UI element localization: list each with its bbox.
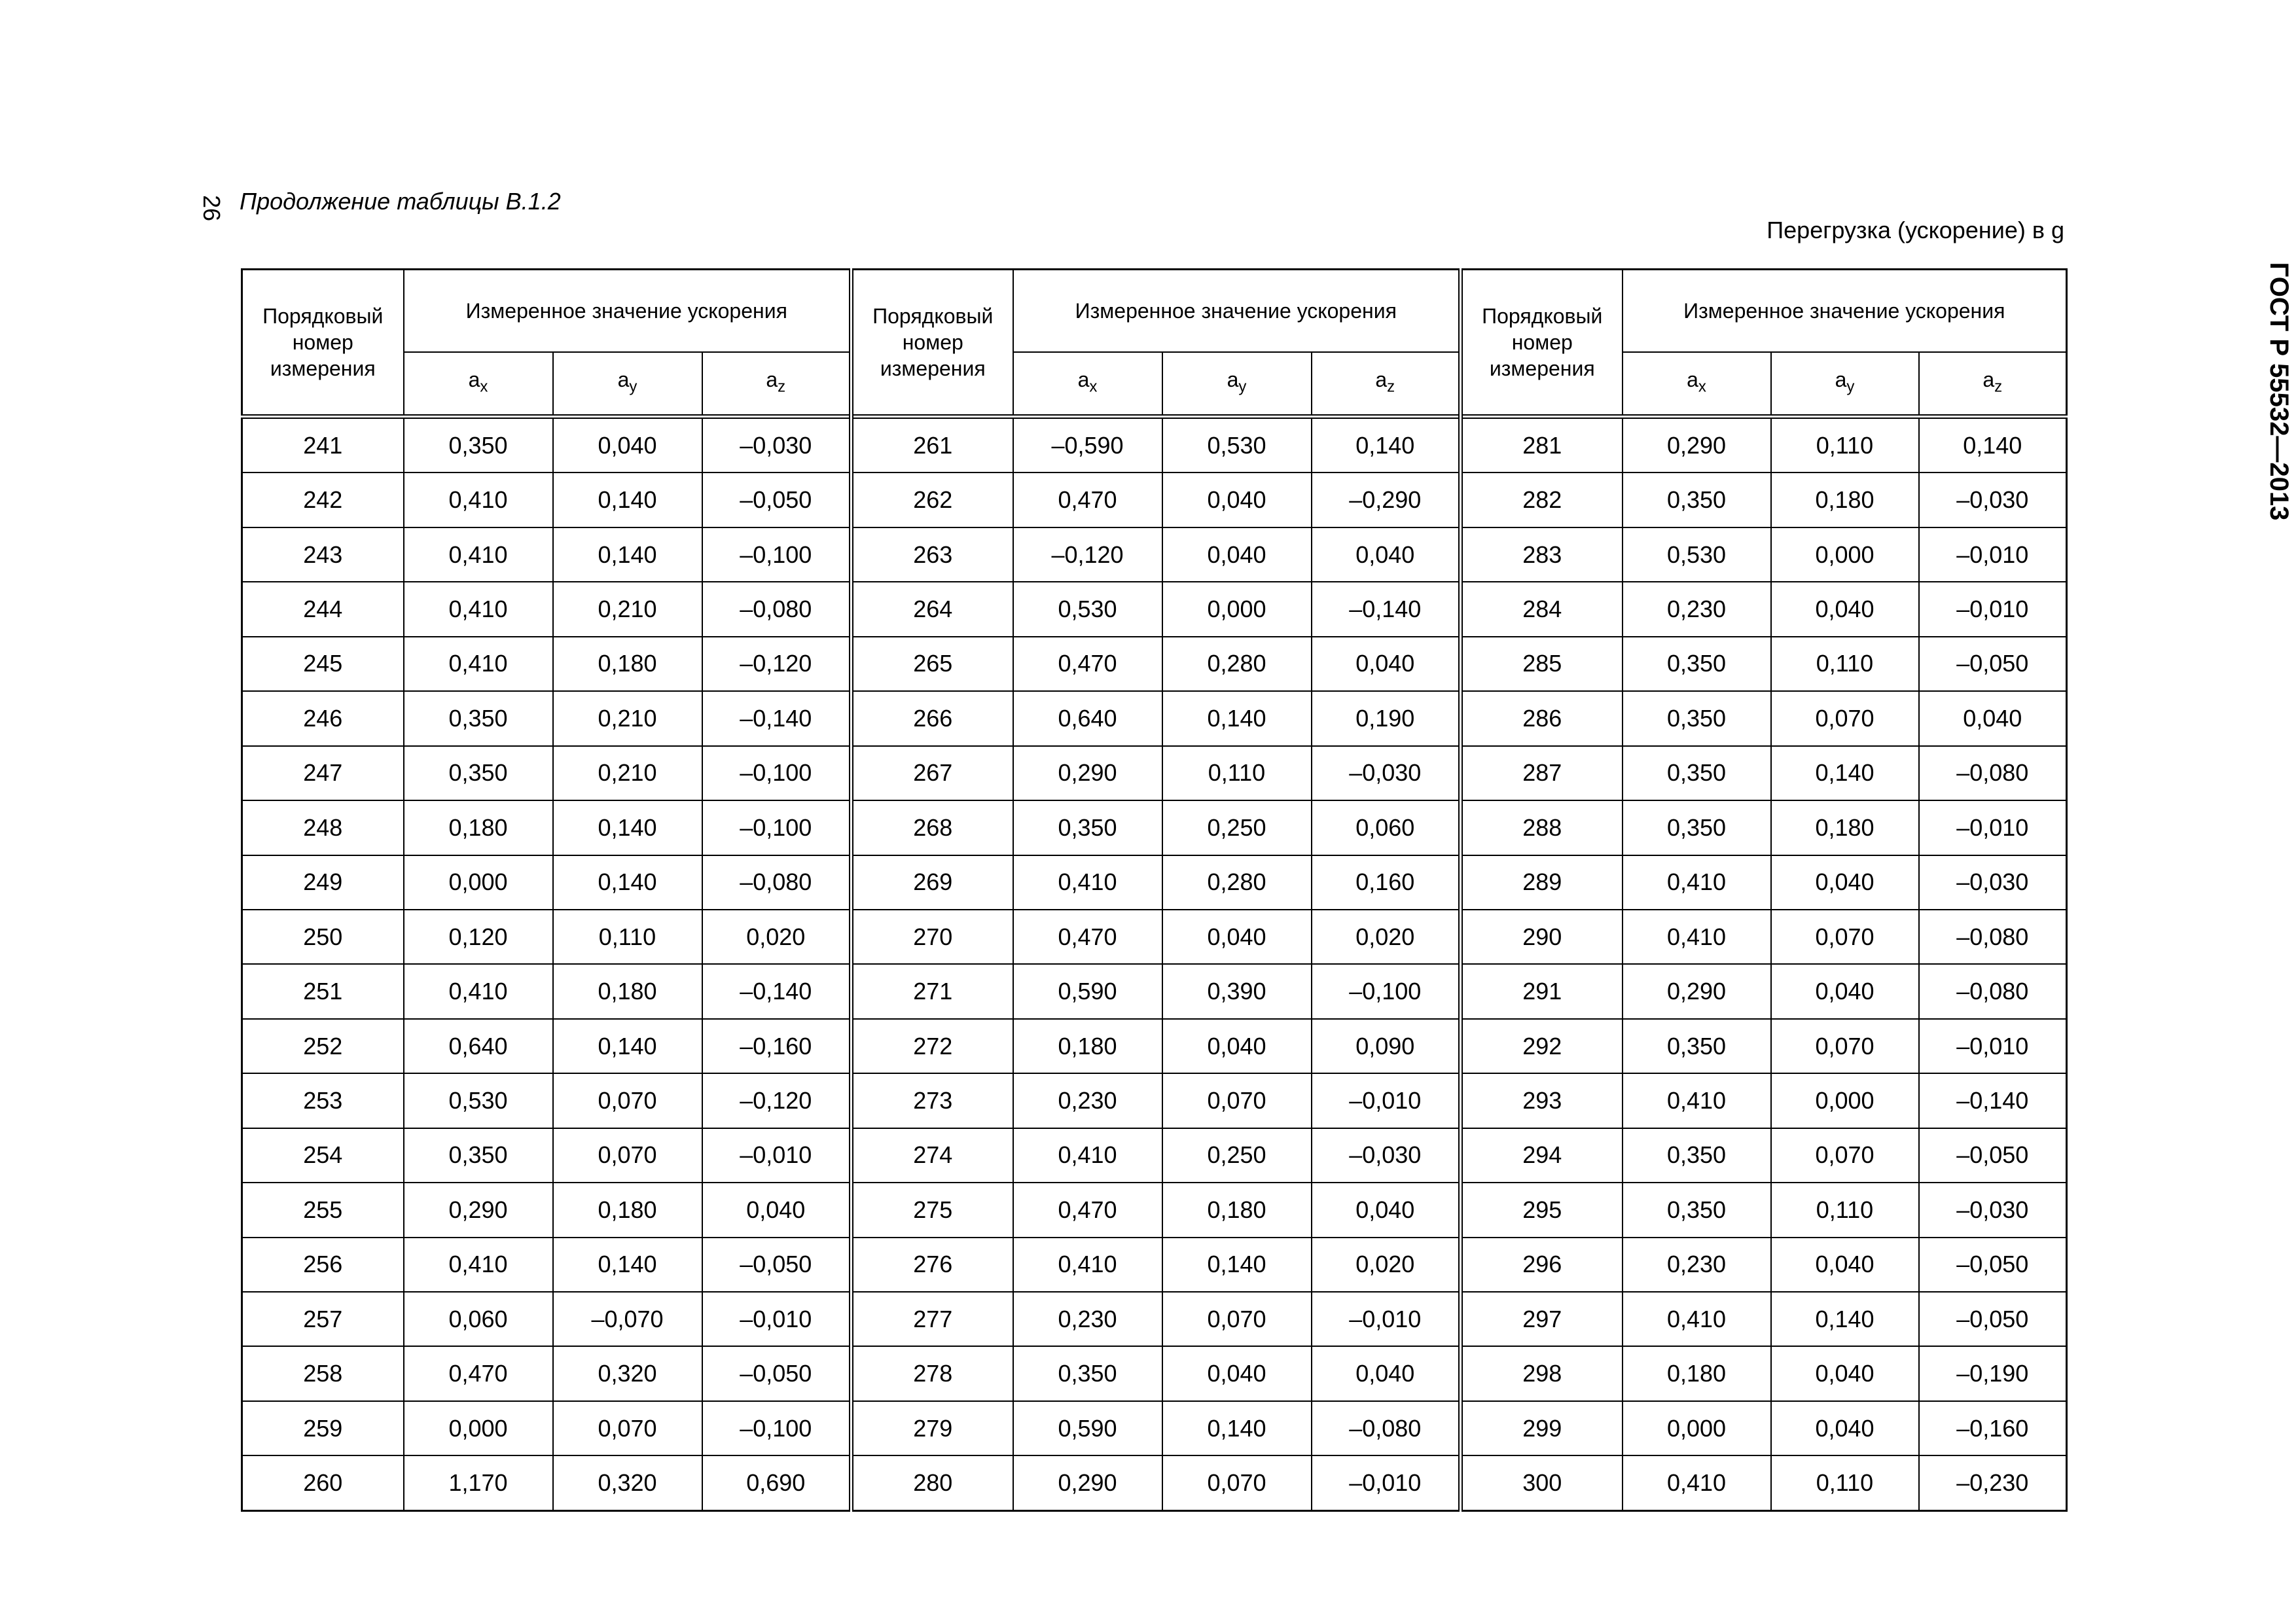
ay-value: 0,040 xyxy=(1771,855,1919,910)
ax-value: 0,530 xyxy=(1623,527,1771,582)
axis-header-z: $a_z$ xyxy=(1919,352,2067,417)
az-value: –0,080 xyxy=(702,855,852,910)
ay-value: 0,070 xyxy=(553,1128,702,1183)
number-header: Порядковый номер измерения xyxy=(1461,270,1623,417)
ay-value: 0,070 xyxy=(1162,1455,1312,1510)
table-row xyxy=(242,1346,2067,1400)
ay-value: 0,000 xyxy=(1771,1073,1919,1128)
number-header: Порядковый номер измерения xyxy=(852,270,1013,417)
az-value: –0,140 xyxy=(702,691,852,745)
ax-value: 0,350 xyxy=(1623,1128,1771,1183)
measurement-number: 247 xyxy=(242,746,404,800)
measurement-number: 262 xyxy=(852,473,1013,527)
ay-value: 0,110 xyxy=(553,910,702,964)
ax-value: 0,350 xyxy=(1623,691,1771,745)
ax-value: 0,290 xyxy=(1623,964,1771,1018)
az-value: –0,190 xyxy=(1919,1346,2067,1400)
table-row xyxy=(242,1183,2067,1237)
measurement-number: 256 xyxy=(242,1238,404,1292)
measurement-number: 297 xyxy=(1461,1292,1623,1346)
table-row xyxy=(242,1455,2067,1510)
ax-value: 0,180 xyxy=(404,800,553,855)
ax-value: 0,410 xyxy=(1623,1455,1771,1510)
az-value: 0,140 xyxy=(1919,417,2067,473)
ax-value: 0,350 xyxy=(1013,800,1162,855)
axis-header-y: $a_y$ xyxy=(553,352,702,417)
ay-value: 0,140 xyxy=(553,800,702,855)
az-value: 0,690 xyxy=(702,1455,852,1510)
ay-value: 0,140 xyxy=(553,527,702,582)
measurement-number: 285 xyxy=(1461,637,1623,691)
ay-value: 0,070 xyxy=(1771,1128,1919,1183)
measurement-number: 257 xyxy=(242,1292,404,1346)
measurement-number: 289 xyxy=(1461,855,1623,910)
ax-value: 0,290 xyxy=(1013,1455,1162,1510)
ay-value: 0,000 xyxy=(1162,582,1312,636)
az-value: –0,030 xyxy=(1312,1128,1461,1183)
table-row xyxy=(242,582,2067,636)
az-value: –0,100 xyxy=(702,1401,852,1455)
measurement-number: 242 xyxy=(242,473,404,527)
table-row xyxy=(242,417,2067,473)
ax-value: 0,410 xyxy=(1623,1292,1771,1346)
ax-value: 0,410 xyxy=(404,637,553,691)
az-value: –0,010 xyxy=(1919,1019,2067,1073)
az-value: –0,030 xyxy=(702,417,852,473)
measurement-number: 264 xyxy=(852,582,1013,636)
measurement-number: 277 xyxy=(852,1292,1013,1346)
table-row xyxy=(242,473,2067,527)
ay-value: 0,140 xyxy=(553,1238,702,1292)
ax-value: 0,410 xyxy=(1013,1128,1162,1183)
measurement-number: 253 xyxy=(242,1073,404,1128)
axis-header-z: $a_z$ xyxy=(702,352,852,417)
ax-value: 0,290 xyxy=(1623,417,1771,473)
measurement-number: 265 xyxy=(852,637,1013,691)
az-value: –0,030 xyxy=(1312,746,1461,800)
ax-value: 0,470 xyxy=(1013,473,1162,527)
measurement-number: 288 xyxy=(1461,800,1623,855)
ay-value: 0,040 xyxy=(1771,964,1919,1018)
az-value: –0,120 xyxy=(702,637,852,691)
measurement-number: 278 xyxy=(852,1346,1013,1400)
az-value: 0,040 xyxy=(1919,691,2067,745)
measurement-number: 282 xyxy=(1461,473,1623,527)
ay-value: 0,210 xyxy=(553,582,702,636)
ax-value: 0,180 xyxy=(1623,1346,1771,1400)
az-value: –0,010 xyxy=(702,1292,852,1346)
measurement-number: 295 xyxy=(1461,1183,1623,1237)
az-value: 0,040 xyxy=(1312,1346,1461,1400)
ay-value: 0,070 xyxy=(1771,910,1919,964)
axis-header-y: $a_y$ xyxy=(1162,352,1312,417)
ay-value: 0,140 xyxy=(553,1019,702,1073)
az-value: –0,080 xyxy=(1312,1401,1461,1455)
number-header: Порядковый номер измерения xyxy=(242,270,404,417)
measurement-number: 258 xyxy=(242,1346,404,1400)
ay-value: 0,140 xyxy=(1162,1401,1312,1455)
ax-value: 0,530 xyxy=(1013,582,1162,636)
az-value: –0,010 xyxy=(1919,527,2067,582)
ay-value: 0,210 xyxy=(553,746,702,800)
az-value: –0,100 xyxy=(702,746,852,800)
measurement-number: 251 xyxy=(242,964,404,1018)
ax-value: 0,230 xyxy=(1013,1073,1162,1128)
ax-value: 0,410 xyxy=(404,473,553,527)
measurement-number: 299 xyxy=(1461,1401,1623,1455)
ay-value: 0,110 xyxy=(1771,417,1919,473)
ay-value: 0,070 xyxy=(1162,1073,1312,1128)
ay-value: 0,040 xyxy=(1162,1019,1312,1073)
az-value: –0,050 xyxy=(702,1238,852,1292)
table-row xyxy=(242,855,2067,910)
ax-value: 0,230 xyxy=(1623,1238,1771,1292)
measured-header: Измеренное значение ускорения xyxy=(1013,270,1461,353)
az-value: 0,040 xyxy=(702,1183,852,1237)
axis-header-x: $a_x$ xyxy=(1623,352,1771,417)
measurement-number: 260 xyxy=(242,1455,404,1510)
ay-value: 0,040 xyxy=(1771,1401,1919,1455)
ax-value: –0,590 xyxy=(1013,417,1162,473)
ax-value: 0,000 xyxy=(404,855,553,910)
ay-value: 0,530 xyxy=(1162,417,1312,473)
az-value: –0,030 xyxy=(1919,473,2067,527)
table-row xyxy=(242,1292,2067,1346)
az-value: –0,120 xyxy=(702,1073,852,1128)
az-value: 0,020 xyxy=(702,910,852,964)
axis-header-x: $a_x$ xyxy=(404,352,553,417)
measurement-number: 276 xyxy=(852,1238,1013,1292)
ax-value: 0,230 xyxy=(1623,582,1771,636)
acceleration-table xyxy=(241,268,2068,1512)
measurement-number: 250 xyxy=(242,910,404,964)
measurement-number: 274 xyxy=(852,1128,1013,1183)
ax-value: 0,350 xyxy=(404,691,553,745)
ax-value: 0,590 xyxy=(1013,1401,1162,1455)
axis-header-z: $a_z$ xyxy=(1312,352,1461,417)
ax-value: 0,410 xyxy=(404,527,553,582)
measurement-number: 255 xyxy=(242,1183,404,1237)
ax-value: 0,290 xyxy=(404,1183,553,1237)
ax-value: 0,410 xyxy=(1623,1073,1771,1128)
measured-header: Измеренное значение ускорения xyxy=(1623,270,2067,353)
ay-value: 0,280 xyxy=(1162,855,1312,910)
az-value: –0,010 xyxy=(1312,1455,1461,1510)
az-value: –0,080 xyxy=(702,582,852,636)
ax-value: 0,410 xyxy=(404,964,553,1018)
az-value: –0,050 xyxy=(702,473,852,527)
az-value: –0,030 xyxy=(1919,855,2067,910)
ax-value: 0,470 xyxy=(1013,1183,1162,1237)
ay-value: 0,070 xyxy=(553,1073,702,1128)
measurement-number: 275 xyxy=(852,1183,1013,1237)
ax-value: 0,410 xyxy=(1013,855,1162,910)
ay-value: 0,000 xyxy=(1771,527,1919,582)
ax-value: 0,290 xyxy=(1013,746,1162,800)
ax-value: 0,350 xyxy=(404,417,553,473)
axis-header-x: $a_x$ xyxy=(1013,352,1162,417)
ay-value: –0,070 xyxy=(553,1292,702,1346)
table-row xyxy=(242,1128,2067,1183)
measurement-number: 244 xyxy=(242,582,404,636)
ay-value: 0,140 xyxy=(553,855,702,910)
az-value: –0,080 xyxy=(1919,964,2067,1018)
ay-value: 0,180 xyxy=(1771,800,1919,855)
measurement-number: 248 xyxy=(242,800,404,855)
measurement-number: 287 xyxy=(1461,746,1623,800)
az-value: –0,050 xyxy=(1919,1238,2067,1292)
az-value: –0,080 xyxy=(1919,746,2067,800)
ay-value: 0,070 xyxy=(1771,1019,1919,1073)
az-value: 0,020 xyxy=(1312,1238,1461,1292)
document-code: ГОСТ Р 55532—2013 xyxy=(2265,262,2293,521)
ay-value: 0,040 xyxy=(1162,527,1312,582)
measurement-number: 293 xyxy=(1461,1073,1623,1128)
table-row xyxy=(242,964,2067,1018)
measurement-number: 267 xyxy=(852,746,1013,800)
measurement-number: 281 xyxy=(1461,417,1623,473)
ax-value: 0,350 xyxy=(1623,800,1771,855)
ax-value: 0,350 xyxy=(1013,1346,1162,1400)
ay-value: 0,040 xyxy=(1162,910,1312,964)
ay-value: 0,040 xyxy=(1162,473,1312,527)
ax-value: 0,060 xyxy=(404,1292,553,1346)
table-row xyxy=(242,691,2067,745)
ay-value: 0,040 xyxy=(553,417,702,473)
az-value: –0,100 xyxy=(702,800,852,855)
ay-value: 0,140 xyxy=(1771,746,1919,800)
axis-header-y: $a_y$ xyxy=(1771,352,1919,417)
az-value: 0,020 xyxy=(1312,910,1461,964)
ax-value: 0,410 xyxy=(1623,855,1771,910)
az-value: 0,040 xyxy=(1312,527,1461,582)
ax-value: 0,530 xyxy=(404,1073,553,1128)
ay-value: 0,110 xyxy=(1771,1455,1919,1510)
ax-value: 0,230 xyxy=(1013,1292,1162,1346)
az-value: –0,290 xyxy=(1312,473,1461,527)
az-value: –0,050 xyxy=(1919,1292,2067,1346)
ay-value: 0,070 xyxy=(553,1401,702,1455)
measurement-number: 252 xyxy=(242,1019,404,1073)
az-value: –0,230 xyxy=(1919,1455,2067,1510)
measurement-number: 273 xyxy=(852,1073,1013,1128)
az-value: –0,140 xyxy=(702,964,852,1018)
az-value: –0,030 xyxy=(1919,1183,2067,1237)
az-value: –0,050 xyxy=(702,1346,852,1400)
measurement-number: 283 xyxy=(1461,527,1623,582)
ax-value: 0,640 xyxy=(1013,691,1162,745)
ay-value: 0,180 xyxy=(553,964,702,1018)
measurement-number: 259 xyxy=(242,1401,404,1455)
ax-value: 0,470 xyxy=(1013,910,1162,964)
az-value: 0,090 xyxy=(1312,1019,1461,1073)
unit-note: Перегрузка (ускорение) в g xyxy=(1767,217,2064,243)
ay-value: 0,180 xyxy=(553,1183,702,1237)
table-row xyxy=(242,1238,2067,1292)
ay-value: 0,320 xyxy=(553,1455,702,1510)
ax-value: 0,640 xyxy=(404,1019,553,1073)
ax-value: 0,350 xyxy=(404,746,553,800)
ax-value: 0,410 xyxy=(1013,1238,1162,1292)
az-value: 0,040 xyxy=(1312,637,1461,691)
measurement-number: 284 xyxy=(1461,582,1623,636)
ax-value: 0,350 xyxy=(1623,473,1771,527)
table-row xyxy=(242,1073,2067,1128)
measurement-number: 254 xyxy=(242,1128,404,1183)
az-value: –0,140 xyxy=(1312,582,1461,636)
ay-value: 0,390 xyxy=(1162,964,1312,1018)
ay-value: 0,040 xyxy=(1771,582,1919,636)
table-row xyxy=(242,1401,2067,1455)
az-value: 0,140 xyxy=(1312,417,1461,473)
measured-header: Измеренное значение ускорения xyxy=(404,270,852,353)
az-value: 0,040 xyxy=(1312,1183,1461,1237)
ax-value: 0,410 xyxy=(404,1238,553,1292)
ax-value: 0,120 xyxy=(404,910,553,964)
measurement-number: 245 xyxy=(242,637,404,691)
az-value: –0,010 xyxy=(1312,1073,1461,1128)
measurement-number: 243 xyxy=(242,527,404,582)
measurement-number: 270 xyxy=(852,910,1013,964)
ay-value: 0,040 xyxy=(1771,1238,1919,1292)
ax-value: 0,000 xyxy=(1623,1401,1771,1455)
measurement-number: 300 xyxy=(1461,1455,1623,1510)
ax-value: 0,350 xyxy=(404,1128,553,1183)
measurement-number: 280 xyxy=(852,1455,1013,1510)
measurement-number: 246 xyxy=(242,691,404,745)
az-value: –0,080 xyxy=(1919,910,2067,964)
measurement-number: 266 xyxy=(852,691,1013,745)
measurement-number: 263 xyxy=(852,527,1013,582)
table-row xyxy=(242,910,2067,964)
measurement-number: 268 xyxy=(852,800,1013,855)
ax-value: 0,350 xyxy=(1623,1019,1771,1073)
measurement-number: 291 xyxy=(1461,964,1623,1018)
ay-value: 0,250 xyxy=(1162,800,1312,855)
ay-value: 0,180 xyxy=(1771,473,1919,527)
measurement-number: 292 xyxy=(1461,1019,1623,1073)
ax-value: 0,180 xyxy=(1013,1019,1162,1073)
ay-value: 0,180 xyxy=(553,637,702,691)
ay-value: 0,140 xyxy=(1162,691,1312,745)
table-row xyxy=(242,527,2067,582)
ay-value: 0,110 xyxy=(1771,1183,1919,1237)
ax-value: 0,470 xyxy=(404,1346,553,1400)
page-number: 26 xyxy=(198,194,225,222)
az-value: –0,010 xyxy=(702,1128,852,1183)
az-value: –0,140 xyxy=(1919,1073,2067,1128)
table-row xyxy=(242,637,2067,691)
ay-value: 0,180 xyxy=(1162,1183,1312,1237)
table-row xyxy=(242,800,2067,855)
az-value: 0,060 xyxy=(1312,800,1461,855)
az-value: 0,160 xyxy=(1312,855,1461,910)
ay-value: 0,140 xyxy=(1162,1238,1312,1292)
measurement-number: 286 xyxy=(1461,691,1623,745)
az-value: –0,100 xyxy=(702,527,852,582)
measurement-number: 261 xyxy=(852,417,1013,473)
measurement-number: 241 xyxy=(242,417,404,473)
ay-value: 0,140 xyxy=(1771,1292,1919,1346)
ax-value: –0,120 xyxy=(1013,527,1162,582)
ay-value: 0,070 xyxy=(1771,691,1919,745)
ax-value: 0,590 xyxy=(1013,964,1162,1018)
measurement-number: 272 xyxy=(852,1019,1013,1073)
ay-value: 0,110 xyxy=(1162,746,1312,800)
ax-value: 0,410 xyxy=(404,582,553,636)
ax-value: 0,350 xyxy=(1623,746,1771,800)
ax-value: 0,350 xyxy=(1623,1183,1771,1237)
ax-value: 0,350 xyxy=(1623,637,1771,691)
measurement-number: 298 xyxy=(1461,1346,1623,1400)
az-value: –0,160 xyxy=(702,1019,852,1073)
measurement-number: 269 xyxy=(852,855,1013,910)
ax-value: 0,410 xyxy=(1623,910,1771,964)
ay-value: 0,040 xyxy=(1771,1346,1919,1400)
measurement-number: 296 xyxy=(1461,1238,1623,1292)
az-value: –0,010 xyxy=(1919,582,2067,636)
measurement-number: 294 xyxy=(1461,1128,1623,1183)
ay-value: 0,040 xyxy=(1162,1346,1312,1400)
table-body xyxy=(242,417,2067,1511)
az-value: –0,160 xyxy=(1919,1401,2067,1455)
measurement-number: 271 xyxy=(852,964,1013,1018)
ay-value: 0,070 xyxy=(1162,1292,1312,1346)
ax-value: 0,470 xyxy=(1013,637,1162,691)
measurement-number: 249 xyxy=(242,855,404,910)
az-value: –0,010 xyxy=(1919,800,2067,855)
measurement-number: 279 xyxy=(852,1401,1013,1455)
table-caption: Продолжение таблицы В.1.2 xyxy=(240,188,561,215)
az-value: 0,190 xyxy=(1312,691,1461,745)
az-value: –0,050 xyxy=(1919,1128,2067,1183)
ay-value: 0,110 xyxy=(1771,637,1919,691)
ay-value: 0,280 xyxy=(1162,637,1312,691)
ay-value: 0,320 xyxy=(553,1346,702,1400)
ax-value: 0,000 xyxy=(404,1401,553,1455)
ay-value: 0,250 xyxy=(1162,1128,1312,1183)
az-value: –0,010 xyxy=(1312,1292,1461,1346)
table-row xyxy=(242,746,2067,800)
az-value: –0,100 xyxy=(1312,964,1461,1018)
az-value: –0,050 xyxy=(1919,637,2067,691)
ay-value: 0,140 xyxy=(553,473,702,527)
ax-value: 1,170 xyxy=(404,1455,553,1510)
table-row xyxy=(242,1019,2067,1073)
measurement-number: 290 xyxy=(1461,910,1623,964)
ay-value: 0,210 xyxy=(553,691,702,745)
